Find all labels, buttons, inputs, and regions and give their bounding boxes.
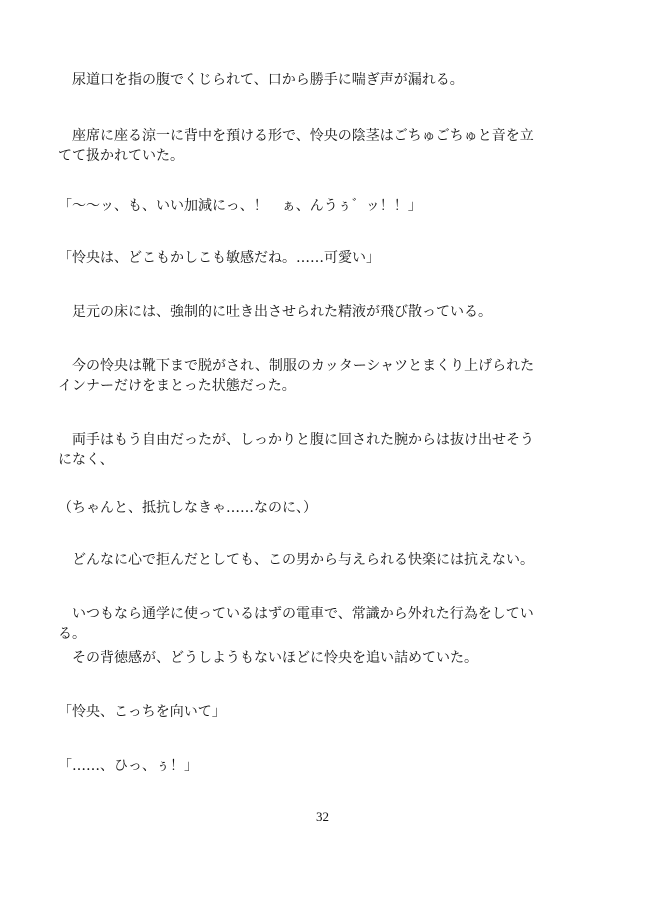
dialogue-line: 「……、ひっ、ぅ！」 (58, 758, 198, 774)
text-line: る。 (58, 626, 86, 642)
text-line: になく、 (58, 452, 114, 468)
thought-line: （ちゃんと、抵抗しなきゃ……なのに、） (58, 500, 317, 516)
text-line: その背徳感が、どうしようもないほどに怜央を追い詰めていた。 (58, 650, 478, 666)
dialogue-line: 「〜〜ッ、も、いい加減にっ、！ ぁ、んうぅ゛ッ！！」 (58, 198, 422, 214)
text-line: てて扱かれていた。 (58, 148, 184, 164)
dialogue-line: 「怜央、こっちを向いて」 (58, 704, 226, 720)
text-line: 今の怜央は靴下まで脱がされ、制服のカッターシャツとまくり上げられた (58, 358, 535, 374)
text-line: いつもなら通学に使っているはずの電車で、常識から外れた行為をしてい (58, 606, 534, 622)
text-line: 尿道口を指の腹でくじられて、口から勝手に喘ぎ声が漏れる。 (58, 72, 464, 88)
dialogue-line: 「怜央は、どこもかしこも敏感だね。……可愛い」 (58, 250, 380, 266)
text-line: インナーだけをまとった状態だった。 (58, 378, 296, 394)
text-line: 座席に座る涼一に背中を預ける形で、怜央の陰茎はごちゅごちゅと音を立 (58, 128, 534, 144)
text-line: 足元の床には、強制的に吐き出させられた精液が飛び散っている。 (58, 304, 492, 320)
page-number: 32 (316, 809, 329, 824)
text-line: 両手はもう自由だったが、しっかりと腹に回された腕からは抜け出せそう (58, 432, 534, 448)
text-line: どんなに心で拒んだとしても、この男から与えられる快楽には抗えない。 (58, 552, 534, 568)
